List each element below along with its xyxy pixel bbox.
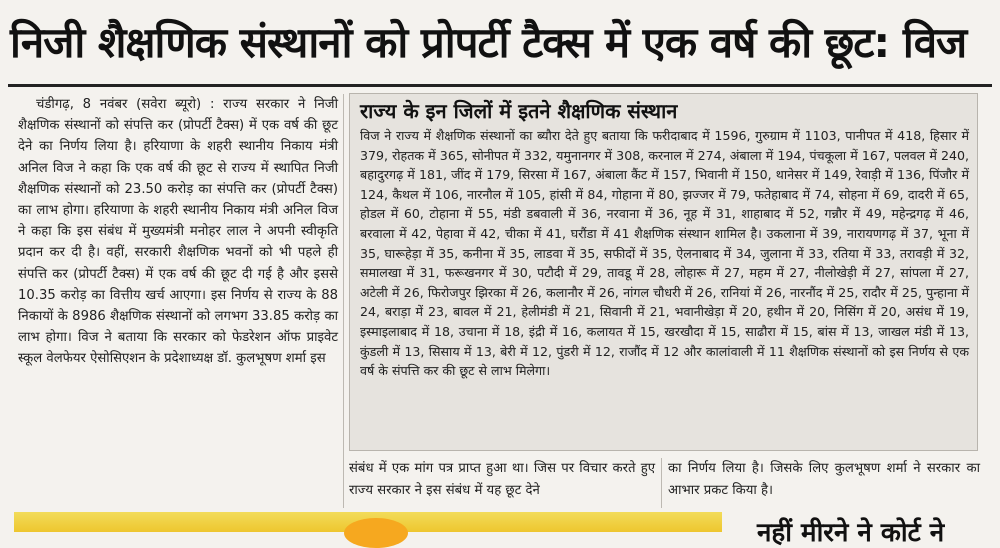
column-divider — [343, 94, 344, 508]
article-paragraph-left: चंडीगढ़, 8 नवंबर (सवेरा ब्यूरो) : राज्य सरकार ने निजी शैक्षणिक संस्थानों को संपत्ति कर (प्रोपर्टी टैक्स) में एक वर्ष की छूट देने का निर्णय लिया है। हरियाणा के शहरी स्थानीय निकाय मंत्री अनिल विज ने कहा कि एक वर्ष की छूट से राज्य में स्थापित निजी शैक्षणिक संस्थानों को 23.50 करोड़ का संपत्ति कर (प्रोपर्टी टैक्स) का लाभ होगा। हरियाणा के शहरी स्थानीय निकाय मंत्री अनिल विज ने कहा कि इस संबंध में मुख्यमंत्री मनोहर लाल ने अपनी स्वीकृति प्रदान कर दी है। वहीं, सरकारी शैक्षणिक भवनों को भी पहले ही संपत्ति कर (प्रोपर्टी टैक्स) में एक वर्ष की छूट दी गई है और इससे 10.35 करोड़ का वित्तीय खर्च आएगा। इस निर्णय से राज्य के 88 निकायों के 8986 शैक्षणिक संस्थानों को लगभग 33.85 करोड़ का लाभ होगा। विज ने बताया कि सरकार को फेडरेशन ऑफ प्राइवेट स्कूल वेलफेयर ऐसोसिएशन के प्रदेशाध्यक्ष डॉ. कुलभूषण शर्मा इस — [18, 97, 338, 367]
box-title: राज्य के इन जिलों में इतने शैक्षणिक संस्थान — [360, 99, 678, 123]
headline: निजी शैक्षणिक संस्थानों को प्रोपर्टी टैक्स में एक वर्ष की छूट: विज — [10, 18, 967, 67]
box-body: विज ने राज्य में शैक्षणिक संस्थानों का ब्यौरा देते हुए बताया कि फरीदाबाद में 1596, गुरुग्राम में 1103, पानीपत में 418, हिसार में 379, रोहतक में 365, सोनीपत में 332, यमुनानगर में 308, करनाल में 274, अंबाला में 194, पंचकूला में 167, पलवल में 240, बहादुरगढ़ में 181, जींद में 179, सिरसा में 167, अंबाला कैंट में 157, भिवानी में 150, थानेसर में 149, रेवाड़ी में 136, पिंजौर में 124, कैथल में 106, नारनौल में 105, हांसी में 84, गोहाना में 80, झज्जर में 79, फतेहाबाद में 74, सोहना में 69, दादरी में 65, होडल में 60, टोहाना में 55, मंडी डबवाली में 36, नरवाना में 36, नूह में 31, शाहाबाद में 52, गन्नौर में 49, महेन्द्रगढ़ में 46, बरवाला में 42, पेहावा में 42, चीका में 41, घरौंडा में 41 शैक्षणिक संस्थान शामिल है। उकलाना में 39, नारायणगढ़ में 37, भूना में 35, घारूहेड़ा में 35, कनीना में 35, लाडवा में 35, सफीदों में 35, ऐलनाबाद में 34, जुलाना में 33, रतिया में 33, तरावड़ी में 32, समालखा में 31, फरूखनगर में 30, पटौदी में 29, तावडू में 28, लोहारू में 27, महम में 27, नीलोखेड़ी में 27, सांपला में 27, अटेली में 26, फिरोजपुर झिरका में 26, कलानौर में 26, नांगल चौधरी में 26, रानियां में 26, नारनौंद में 25, रादौर में 25, पुन्हाना में 24, बराड़ा में 23, बावल में 21, हेलीमंडी में 21, सिवानी में 21, भवानीखेड़ा में 20, हथीन में 20, निसिंग में 20, असंध में 19, इस्माइलाबाद में 18, उचाना में 18, इंद्री में 16, कलायत में 15, खरखौदा में 15, साढौरा में 15, बांस में 13, जाखल मंडी में 13, कुंडली में 13, सिसाय में 13, बेरी में 12, पुंडरी में 12, राजौंद में 12 और कालांवाली में 11 शैक्षणिक संस्थानों को इस निर्णय से एक वर्ष के संपत्ति कर की छूट से लाभ मिलेगा। — [360, 128, 969, 379]
district-info-box — [349, 93, 978, 451]
headline-rule — [8, 84, 992, 87]
next-article-headline-fragment — [735, 510, 995, 548]
article-right-column: का निर्णय लिया है। जिसके लिए कुलभूषण शर्मा ने सरकार का आभार प्रकट किया है। — [668, 461, 980, 498]
article-middle-column: संबंध में एक मांग पत्र प्राप्त हुआ था। जिस पर विचार करते हुए राज्य सरकार ने इस संबंध में यह छूट देने — [349, 461, 655, 498]
sun-graphic — [344, 518, 408, 548]
column-divider-2 — [661, 458, 662, 508]
article-left-column — [18, 94, 338, 506]
next-headline-text: नहीं मीरने ने कोर्ट ने — [757, 518, 945, 548]
advertisement-strip — [14, 512, 722, 532]
